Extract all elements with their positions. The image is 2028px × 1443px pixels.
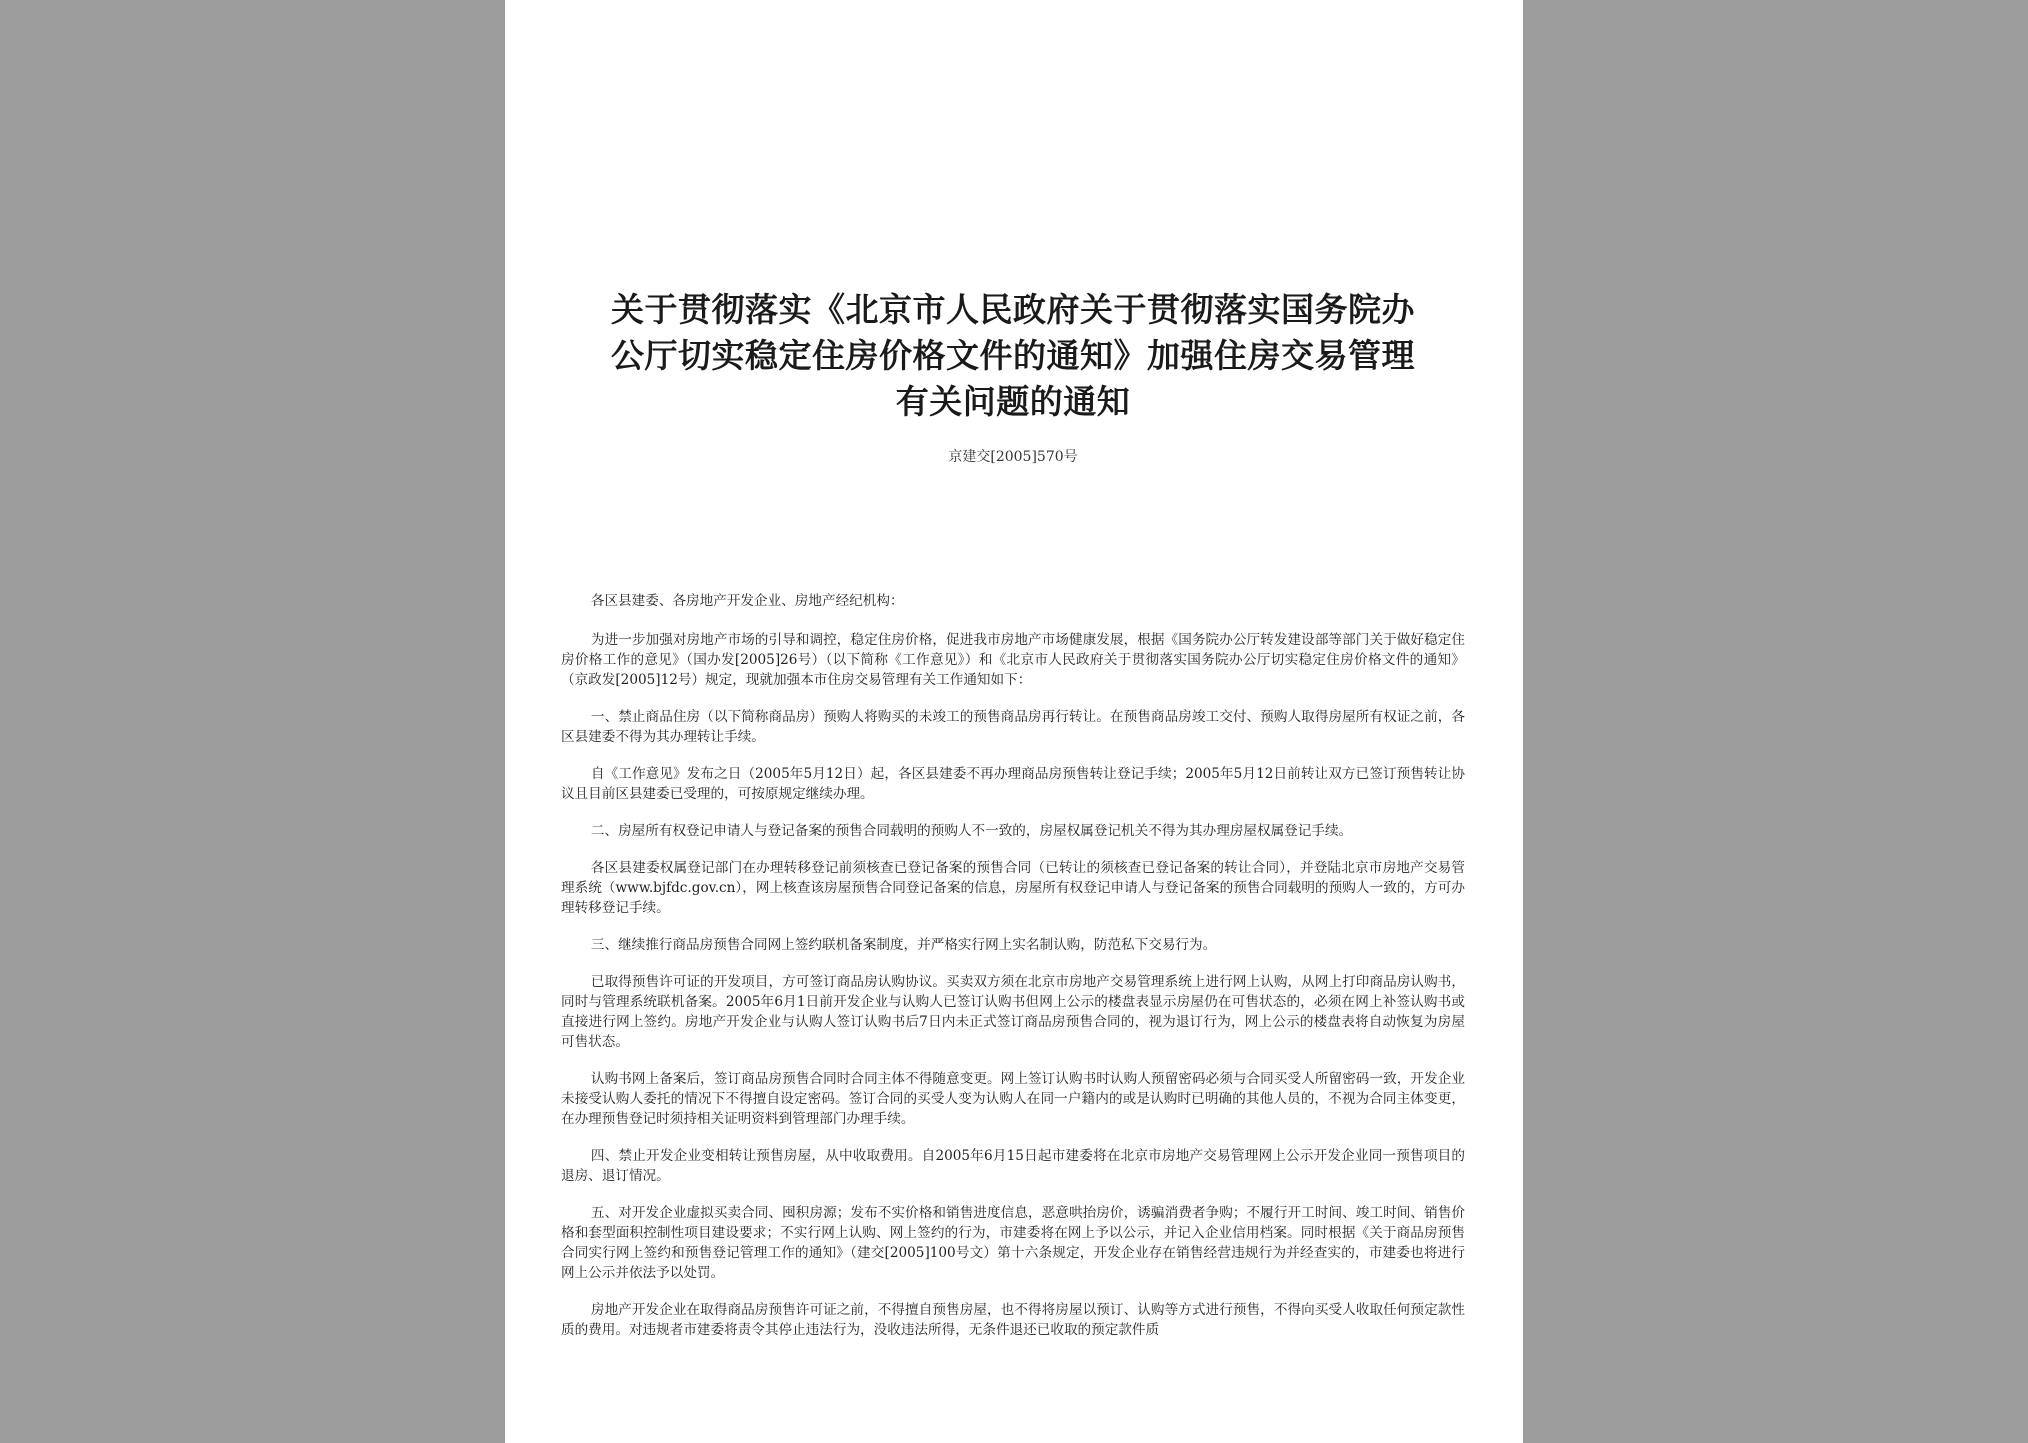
paragraph: 二、房屋所有权登记申请人与登记备案的预售合同载明的预购人不一致的，房屋权属登记机关不得为其办理房屋权属登记手续。 <box>590 823 1353 839</box>
paragraph: 房地产开发企业在取得商品房预售许可证之前，不得擅自预售房屋，也不得将房屋以预订、认购等方式进行预售，不得向买受人收取任何预定款性质的费用。对违规者市建委将责令其停止违法行为，没收违法所得，无条件退还已收取的预定款件质 <box>561 1302 1465 1338</box>
title-line: 公厅切实稳定住房价格文件的通知》加强住房交易管理 <box>611 336 1415 375</box>
document-page <box>505 0 1523 1443</box>
paragraph: 已取得预售许可证的开发项目，方可签订商品房认购协议。买卖双方须在北京市房地产交易管理系统上进行网上认购，从网上打印商品房认购书，同时与管理系统联机备案。2005年6月1日前开发企业与认购人已签订认购书但网上公示的楼盘表显示房屋仍在可售状态的，必须在网上补签认购书或直接进行网上签约。房地产开发企业与认购人签订认购书后7日内未正式签订商品房预售合同的，视为退订行为，网上公示的楼盘表将自动恢复为房屋可售状态。 <box>561 974 1465 1050</box>
document-body <box>561 591 1465 1340</box>
paragraph: 认购书网上备案后，签订商品房预售合同时合同主体不得随意变更。网上签订认购书时认购人预留密码必须与合同买受人所留密码一致，开发企业未接受认购人委托的情况下不得擅自设定密码。签订合同的买受人变为认购人在同一户籍内的或是认购时已明确的其他人员的，不视为合同主体变更，在办理预售登记时须持相关证明资料到管理部门办理手续。 <box>561 1071 1465 1127</box>
title-line: 关于贯彻落实《北京市人民政府关于贯彻落实国务院办 <box>611 290 1415 329</box>
paragraph: 各区县建委权属登记部门在办理转移登记前须核查已登记备案的预售合同（已转让的须核查已登记备案的转让合同），并登陆北京市房地产交易管理系统（www.bjfdc.gov.cn），网上核查该房屋预售合同登记备案的信息，房屋所有权登记申请人与登记备案的预售合同载明的预购人一致的，方可办理转移登记手续。 <box>561 860 1465 916</box>
paragraph: 三、继续推行商品房预售合同网上签约联机备案制度，并严格实行网上实名制认购，防范私下交易行为。 <box>590 937 1217 953</box>
paragraph: 自《工作意见》发布之日（2005年5月12日）起，各区县建委不再办理商品房预售转让登记手续；2005年5月12日前转让双方已签订预售转让协议且目前区县建委已受理的，可按原规定继续办理。 <box>561 766 1465 802</box>
document-title <box>561 287 1465 425</box>
paragraph: 五、对开发企业虚拟买卖合同、囤积房源；发布不实价格和销售进度信息，恶意哄抬房价，诱骗消费者争购；不履行开工时间、竣工时间、销售价格和套型面积控制性项目建设要求；不实行网上认购、网上签约的行为，市建委将在网上予以公示，并记入企业信用档案。同时根据《关于商品房预售合同实行网上签约和预售登记管理工作的通知》（建交[2005]100号文）第十六条规定，开发企业存在销售经营违规行为并经查实的，市建委也将进行网上公示并依法予以处罚。 <box>561 1205 1465 1281</box>
salutation: 各区县建委、各房地产开发企业、房地产经纪机构： <box>590 593 904 609</box>
paragraph: 四、禁止开发企业变相转让预售房屋，从中收取费用。自2005年6月15日起市建委将在北京市房地产交易管理网上公示开发企业同一预售项目的退房、退订情况。 <box>561 1148 1465 1184</box>
paragraph: 一、禁止商品住房（以下简称商品房）预购人将购买的未竣工的预售商品房再行转让。在预售商品房竣工交付、预购人取得房屋所有权证之前，各区县建委不得为其办理转让手续。 <box>561 709 1465 745</box>
paragraph: 为进一步加强对房地产市场的引导和调控，稳定住房价格，促进我市房地产市场健康发展，根据《国务院办公厅转发建设部等部门关于做好稳定住房价格工作的意见》（国办发[2005]26号）（以下简称《工作意见》）和《北京市人民政府关于贯彻落实国务院办公厅切实稳定住房价格文件的通知》（京政发[2005]12号）规定，现就加强本市住房交易管理有关工作通知如下： <box>561 632 1465 688</box>
title-line: 有关问题的通知 <box>895 382 1131 421</box>
document-number: 京建交[2005]570号 <box>948 449 1078 465</box>
